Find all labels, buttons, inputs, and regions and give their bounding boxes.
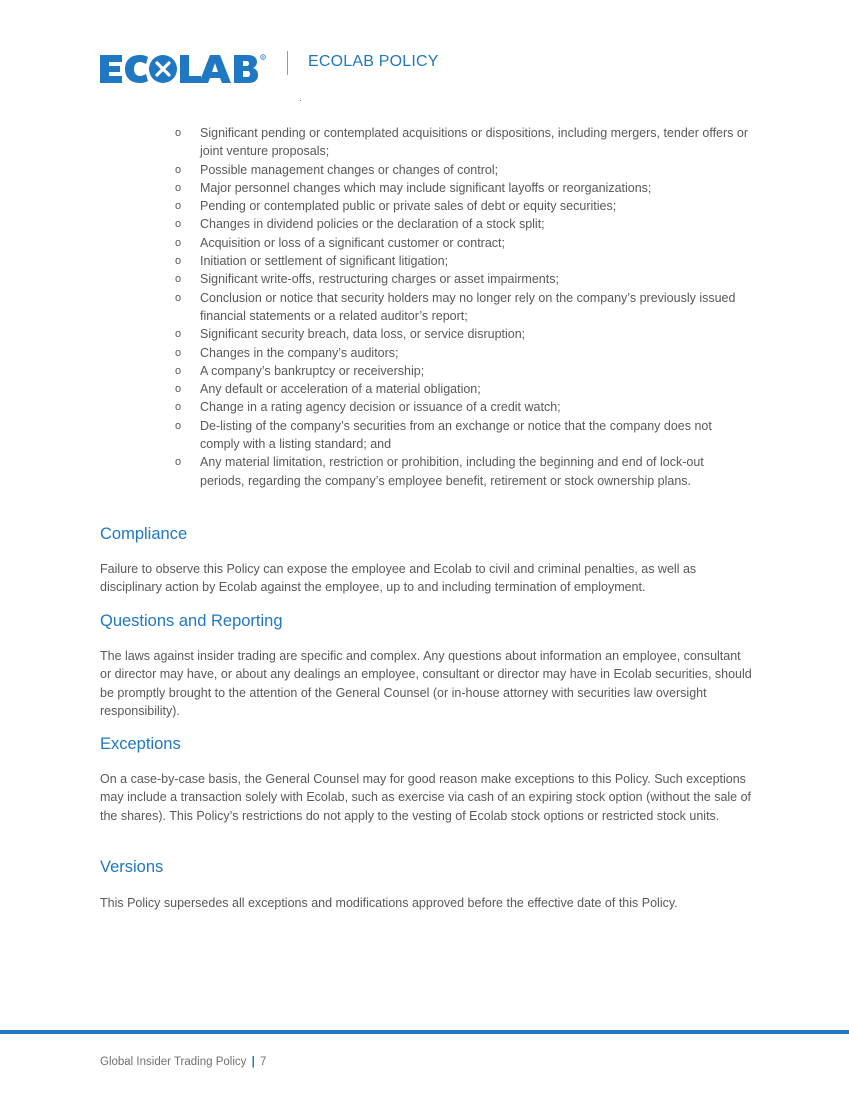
ecolab-logo: [100, 52, 270, 86]
bullet-icon: o: [175, 383, 182, 396]
bullet-icon: o: [175, 218, 182, 231]
list-item-text: A company’s bankruptcy or receivership;: [200, 363, 425, 378]
list-item: [100, 270, 750, 288]
list-item: [100, 380, 750, 398]
compliance-heading: Compliance: [100, 525, 188, 543]
page-footer: [100, 1056, 266, 1068]
list-item-text: Changes in dividend policies or the declaration of a stock split;: [200, 217, 545, 232]
svg-text:R: R: [261, 55, 265, 60]
bullet-icon: o: [175, 401, 182, 414]
bullet-icon: o: [175, 364, 182, 377]
bullet-icon: o: [175, 456, 182, 469]
bullet-icon: o: [175, 291, 182, 304]
list-item: [100, 252, 750, 270]
list-item: [100, 344, 750, 362]
list-item: [100, 234, 750, 252]
list-item: [100, 453, 750, 490]
page-speck: [300, 100, 301, 101]
list-item-text: De-listing of the company’s securities from an exchange or notice that the company does not comply with a listing standard; and: [200, 418, 712, 452]
list-item-text: Changes in the company’s auditors;: [200, 345, 399, 360]
list-item-text: Possible management changes or changes of control;: [200, 162, 499, 177]
list-item-text: Significant security breach, data loss, or service disruption;: [200, 327, 526, 342]
questions-heading: Questions and Reporting: [100, 612, 283, 630]
list-item: [100, 325, 750, 343]
exceptions-text: On a case-by-case basis, the General Counsel may for good reason make exceptions to this Policy. Such exceptions may include a transaction solely with Ecolab, such as exercise via cash of an expiring stock option (without the sale of the shares). This Policy’s restrictions do not apply to the vesting of Ecolab stock options or restricted stock units.: [100, 772, 752, 823]
list-item-text: Any material limitation, restriction or prohibition, including the beginning and end of lock-out periods, regarding the company’s employee benefit, retirement or stock ownership plans.: [200, 455, 704, 488]
footer-separator: |: [251, 1056, 255, 1068]
list-item-text: Initiation or settlement of significant litigation;: [200, 254, 449, 269]
list-item: [100, 161, 750, 179]
list-item-text: Acquisition or loss of a significant customer or contract;: [200, 235, 505, 250]
list-item: [100, 124, 750, 161]
footer-doc-title: Global Insider Trading Policy: [100, 1056, 247, 1068]
header-divider: [287, 51, 288, 75]
bullet-icon: o: [175, 163, 182, 176]
list-item-text: Significant write-offs, restructuring charges or asset impairments;: [200, 272, 559, 287]
list-item-text: Change in a rating agency decision or issuance of a credit watch;: [200, 400, 561, 415]
bullet-icon: o: [175, 328, 182, 341]
event-list: [100, 124, 750, 490]
list-item: [100, 289, 750, 326]
bullet-icon: o: [175, 200, 182, 213]
bullet-icon: o: [175, 127, 182, 139]
list-item: [100, 197, 750, 215]
list-item: [100, 215, 750, 233]
questions-text: The laws against insider trading are specific and complex. Any questions about information an employee, consultant or director may have, or about any dealings an employee, consultant or director may have in Ecolab securities, should be promptly brought to the attention of the General Counsel (or in-house attorney with securities law oversight responsibility).: [100, 649, 752, 718]
compliance-text: Failure to observe this Policy can expose the employee and Ecolab to civil and criminal penalties, as well as disciplinary action by Ecolab against the employee, up to and including termination of employment.: [100, 562, 697, 595]
bullet-icon: o: [175, 236, 182, 249]
list-item: [100, 417, 750, 454]
page-header: [100, 48, 800, 88]
bullet-icon: o: [175, 346, 182, 359]
footer-rule: [0, 1030, 849, 1034]
list-item: [100, 398, 750, 416]
list-item-text: Pending or contemplated public or private sales of debt or equity securities;: [200, 199, 617, 214]
bullet-icon: o: [175, 255, 182, 268]
list-item-text: Conclusion or notice that security holders may no longer rely on the company’s previously issued financial statements or a related auditor’s report;: [200, 290, 736, 323]
page-number: 7: [260, 1056, 267, 1068]
header-title: ECOLAB POLICY: [308, 53, 439, 70]
versions-heading: Versions: [100, 858, 164, 876]
bullet-icon: o: [175, 419, 182, 432]
versions-text: This Policy supersedes all exceptions and modifications approved before the effective date of this Policy.: [100, 896, 678, 910]
list-item-text: Significant pending or contemplated acquisitions or dispositions, including mergers, tender offers or joint venture proposals;: [200, 126, 748, 159]
list-item: [100, 362, 750, 380]
bullet-icon: o: [175, 273, 182, 286]
exceptions-heading: Exceptions: [100, 735, 181, 753]
list-item-text: Major personnel changes which may include significant layoffs or reorganizations;: [200, 180, 652, 195]
list-item-text: Any default or acceleration of a material obligation;: [200, 382, 481, 397]
list-item: [100, 179, 750, 197]
bullet-icon: o: [175, 181, 182, 194]
